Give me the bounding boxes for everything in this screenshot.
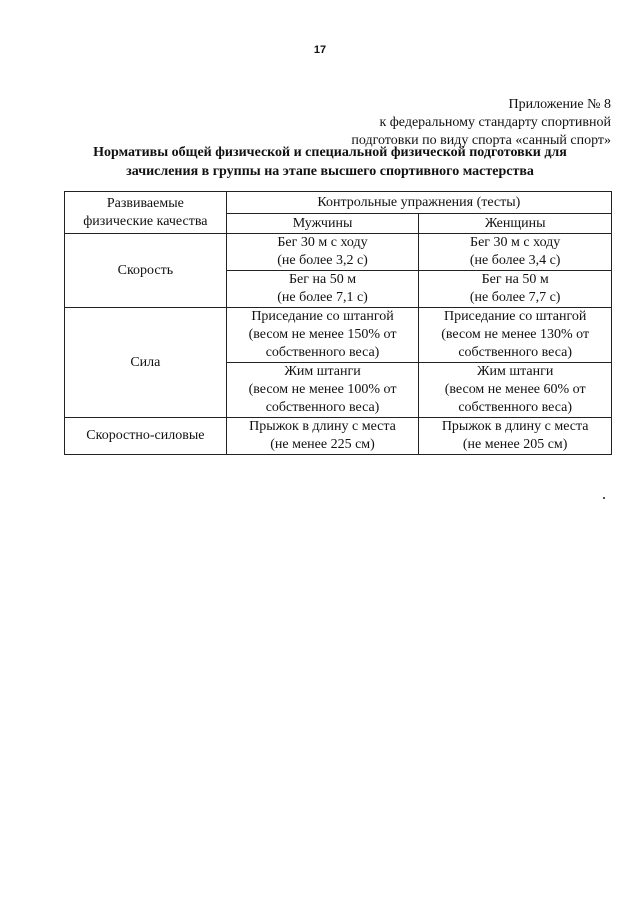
women-test-cell [419, 234, 612, 271]
document-title [40, 143, 620, 181]
test-line: (весом не менее 60% от [444, 382, 586, 397]
appendix-line: подготовки по виду спорта «санный спорт» [351, 133, 611, 148]
men-test-cell [226, 308, 419, 363]
women-test-cell [419, 418, 612, 455]
test-line: собственного веса) [458, 345, 572, 360]
quality-cell: Скоростно-силовые [65, 418, 227, 455]
header-tests: Контрольные упражнения (тесты) [226, 192, 611, 214]
norms-table [64, 191, 612, 455]
test-line: (не более 3,4 с) [469, 253, 561, 268]
title-line: зачисления в группы на этапе высшего спортивного мастерства [126, 164, 534, 179]
scan-speck [603, 497, 605, 499]
test-line: (не более 3,2 с) [277, 253, 368, 268]
header-quality-line: Развиваемые [106, 195, 184, 211]
test-line: Прыжок в длину с места [249, 419, 396, 434]
test-line: Бег на 50 м [289, 272, 357, 287]
quality-cell: Сила [65, 308, 227, 418]
test-line: (весом не менее 100% от [248, 382, 397, 397]
test-line: собственного веса) [458, 400, 572, 415]
table-header-row [65, 192, 612, 214]
table-row [65, 234, 612, 271]
header-women: Женщины [419, 214, 612, 234]
women-test-cell [419, 308, 612, 363]
test-line: Бег 30 м с ходу [277, 235, 368, 250]
header-men: Мужчины [226, 214, 419, 234]
test-line: Прыжок в длину с места [441, 419, 589, 434]
men-test-cell [226, 234, 419, 271]
women-test-cell [419, 271, 612, 308]
test-line: (весом не менее 150% от [248, 327, 397, 342]
test-line: Приседание со штангой [251, 309, 394, 324]
table-row [65, 418, 612, 455]
appendix-line: Приложение № 8 [508, 97, 611, 112]
test-line: (не более 7,7 с) [469, 290, 561, 305]
table-row [65, 308, 612, 363]
test-line: собственного веса) [265, 345, 380, 360]
test-line: (не менее 205 см) [462, 437, 568, 452]
women-test-cell [419, 363, 612, 418]
test-line: Приседание со штангой [443, 309, 587, 324]
appendix-line: к федеральному стандарту спортивной [379, 115, 611, 130]
men-test-cell [226, 418, 419, 455]
test-line: собственного веса) [265, 400, 380, 415]
header-quality-line: физические качества [83, 213, 208, 229]
appendix-heading [351, 96, 611, 150]
page-number: 17 [313, 44, 327, 56]
test-line: (не менее 225 см) [270, 437, 375, 452]
men-test-cell [226, 363, 419, 418]
men-test-cell [226, 271, 419, 308]
quality-cell: Скорость [65, 234, 227, 308]
test-line: Жим штанги [284, 364, 361, 379]
test-line: Жим штанги [476, 364, 554, 379]
test-line: Бег 30 м с ходу [470, 235, 561, 250]
test-line: (не более 7,1 с) [277, 290, 368, 305]
title-line: Нормативы общей физической и специальной физической подготовки для [93, 145, 567, 160]
test-line: Бег на 50 м [481, 272, 549, 287]
test-line: (весом не менее 130% от [441, 327, 590, 342]
header-quality [65, 192, 227, 234]
